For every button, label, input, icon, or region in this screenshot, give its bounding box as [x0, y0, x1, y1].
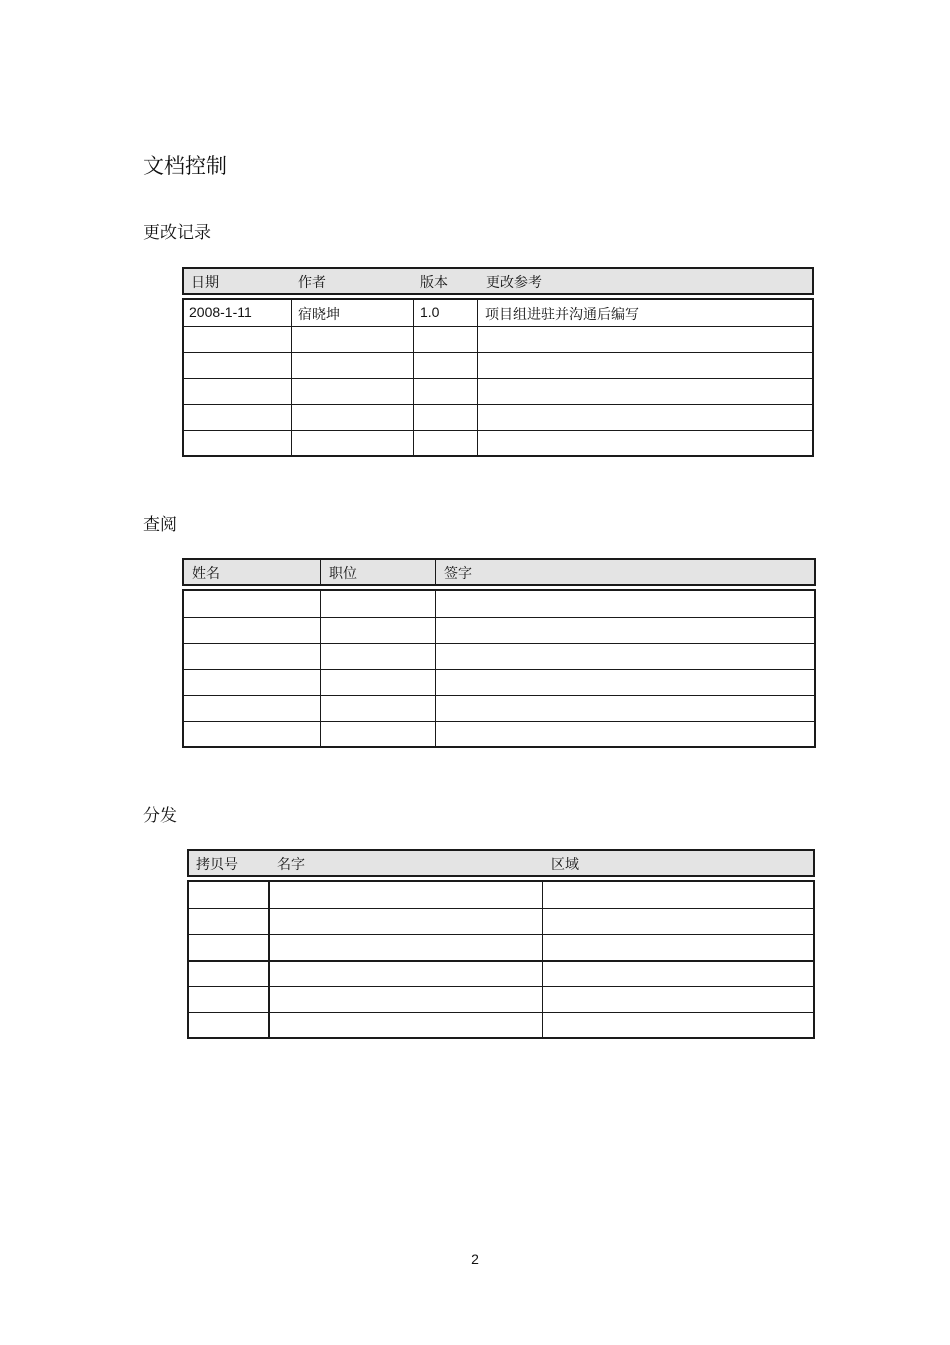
table-row	[184, 430, 812, 456]
distribution-body	[187, 880, 815, 1039]
table-row	[189, 882, 813, 908]
table-row	[184, 378, 812, 405]
table-row	[189, 986, 813, 1013]
column-header-version: 版本	[420, 275, 448, 291]
distribution-heading: 分发	[143, 806, 177, 826]
column-header-reference: 更改参考	[486, 275, 542, 291]
distribution-header-row	[187, 849, 815, 877]
column-header-name: 姓名	[192, 566, 220, 582]
page-number: 2	[471, 1251, 479, 1267]
column-header-name: 名字	[277, 857, 305, 873]
table-row	[184, 326, 812, 353]
document-title: 文档控制	[143, 154, 227, 178]
author-cell: 宿晓坤	[298, 307, 340, 323]
version-cell: 1.0	[420, 304, 440, 320]
change-log-body	[182, 298, 814, 457]
distribution-table	[187, 849, 815, 1039]
table-row	[184, 404, 812, 431]
table-row	[189, 908, 813, 935]
column-header-date: 日期	[191, 275, 219, 291]
column-header-signature: 签字	[444, 566, 472, 582]
date-cell: 2008-1-11	[189, 304, 252, 320]
table-row	[184, 591, 814, 617]
reference-cell: 项目组进驻并沟通后编写	[485, 307, 639, 323]
review-body	[182, 589, 816, 748]
column-header-author: 作者	[298, 275, 326, 291]
review-header-row	[182, 558, 816, 586]
table-row	[184, 695, 814, 722]
change-log-header-row	[182, 267, 814, 295]
column-header-area: 区域	[551, 857, 579, 873]
table-row	[184, 721, 814, 747]
change-log-heading: 更改记录	[143, 223, 211, 243]
column-header-position: 职位	[329, 566, 357, 582]
column-header-copy-number: 拷贝号	[196, 857, 238, 873]
table-row	[184, 300, 812, 326]
table-row	[189, 1012, 813, 1038]
table-row	[184, 643, 814, 670]
table-row	[184, 669, 814, 696]
review-table	[182, 558, 816, 748]
review-heading: 查阅	[143, 515, 177, 535]
change-log-table	[182, 267, 814, 457]
table-row	[189, 960, 813, 987]
table-row	[189, 934, 813, 961]
table-row	[184, 352, 812, 379]
table-row	[184, 617, 814, 644]
